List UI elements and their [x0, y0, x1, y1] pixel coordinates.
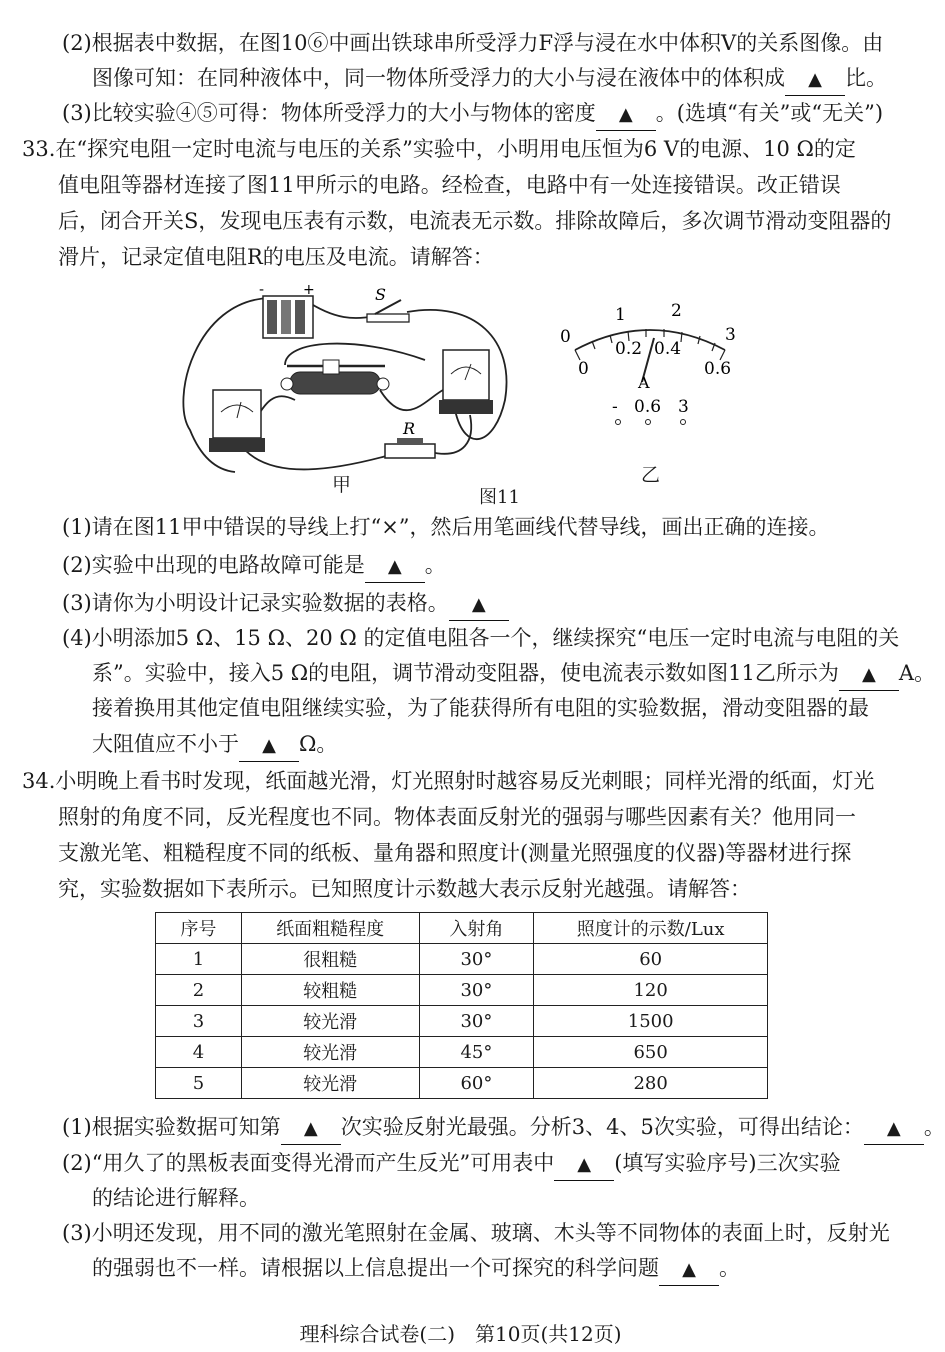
figure-caption: 图11: [479, 487, 520, 508]
rheostat-icon: [281, 360, 389, 394]
table-header: 纸面粗糙程度: [241, 913, 419, 944]
resistor-label: R: [403, 419, 416, 438]
q33-part2-tail: 。: [424, 553, 446, 577]
answer-blank[interactable]: ▲: [596, 100, 656, 131]
dial-top-label-3: 3: [725, 325, 736, 345]
q33-part2-line: [62, 550, 446, 583]
table-cell: 较粗糙: [241, 975, 419, 1006]
question-number: 34.: [22, 769, 56, 793]
terminal-label-3: 3: [678, 397, 689, 417]
table-cell: 30°: [419, 975, 534, 1006]
q34-stem-line3: 支激光笔、粗糙程度不同的纸板、量角器和照度计(测量光照强度的仪器)等器材进行探: [58, 841, 852, 865]
q33-part4-tail2: A。: [898, 661, 936, 685]
dial-unit: A: [638, 373, 650, 392]
q33-stem-line4: 滑片，记录定值电阻R的电压及电流。请解答：: [58, 245, 494, 269]
table-row: [156, 975, 768, 1006]
q34-stem-line4: 究，实验数据如下表所示。已知照度计示数越大表示反射光越强。请解答：: [58, 877, 751, 901]
q32-part2-line2: [92, 63, 887, 96]
table-cell: 120: [534, 975, 768, 1006]
page-footer: 理科综合试卷(二) 第10页(共12页): [299, 1322, 622, 1346]
terminal-3: [681, 420, 686, 425]
terminal-label-06: 0.6: [634, 397, 662, 417]
table-cell: 3: [156, 1006, 242, 1037]
q32-part3-tail: 。(选填“有关”或“无关”): [655, 101, 884, 125]
figure-label-yi: 乙: [641, 464, 661, 486]
switch-label: S: [375, 285, 386, 304]
table-cell: 650: [534, 1037, 768, 1068]
dial-top-label-1: 1: [615, 305, 626, 325]
answer-blank[interactable]: ▲: [659, 1255, 719, 1286]
ammeter-icon: [209, 390, 265, 452]
table-cell: 4: [156, 1037, 242, 1068]
q34-part3-tail: 。: [719, 1256, 740, 1280]
dial-bottom-label-0: 0: [578, 359, 589, 379]
table-row: [156, 944, 768, 975]
answer-blank[interactable]: ▲: [239, 731, 299, 762]
table-cell: 60°: [419, 1068, 534, 1099]
q34-part1-line: [62, 1112, 945, 1145]
table-cell: 较光滑: [241, 1006, 419, 1037]
q33-part2-text: (2)实验中出现的电路故障可能是: [62, 553, 365, 577]
experiment-table: [155, 912, 768, 1099]
terminal-label-neg: -: [612, 397, 618, 417]
q33-part4-text4: 大阻值应不小于: [92, 732, 239, 756]
ammeter-dial-yi: [550, 290, 750, 480]
answer-blank[interactable]: ▲: [554, 1150, 614, 1181]
q33-part4-tail4: Ω。: [299, 732, 338, 756]
q32-part2-tail: 比。: [845, 66, 887, 90]
q34-part1-text: (1)根据实验数据可知第: [62, 1115, 281, 1139]
table-row: [156, 1068, 768, 1099]
q34-part3-text: 的强弱也不一样。请根据以上信息提出一个可探究的科学问题: [92, 1256, 659, 1280]
q33-stem-line1: [22, 134, 856, 164]
figure-label-jia: 甲: [332, 474, 352, 496]
q33-stem-text1: 在“探究电阻一定时电流与电压的关系”实验中，小明用电压恒为6 V的电源、10 Ω的定: [55, 137, 856, 161]
q34-part2-text: (2)“用久了的黑板表面变得光滑而产生反光”可用表中: [62, 1151, 555, 1175]
dial-bottom-label-1: 0.2: [615, 339, 643, 359]
table-cell: 1500: [534, 1006, 768, 1037]
answer-blank[interactable]: ▲: [449, 590, 509, 621]
q34-part2-mid: (填写实验序号)三次实验: [614, 1151, 841, 1175]
table-cell: 45°: [419, 1037, 534, 1068]
table-row: [156, 1037, 768, 1068]
dial-top-label-0: 0: [560, 327, 571, 347]
terminal-06: [646, 420, 651, 425]
q33-part3-line: [62, 588, 509, 621]
table-header-row: [156, 913, 768, 944]
q34-part1-tail: 。: [923, 1115, 945, 1139]
q34-stem-line1: [22, 766, 874, 796]
q33-stem-line3: 后，闭合开关S，发现电压表有示数，电流表无示数。排除故障后，多次调节滑动变阻器的: [58, 209, 892, 233]
table-cell: 1: [156, 944, 242, 975]
q33-stem-line2: 值电阻等器材连接了图11甲所示的电路。经检查，电路中有一处连接错误。改正错误: [58, 173, 841, 197]
q32-part3-text: (3)比较实验④⑤可得：物体所受浮力的大小与物体的密度: [62, 101, 596, 125]
dial-bottom-label-3: 0.6: [704, 359, 732, 379]
q32-part3-line: [62, 98, 883, 131]
q33-part4-line4: [92, 729, 337, 762]
terminal-neg: [616, 420, 621, 425]
table-cell: 2: [156, 975, 242, 1006]
answer-blank[interactable]: ▲: [785, 65, 845, 96]
switch-icon: [367, 300, 409, 322]
q33-part4-line1: (4)小明添加5 Ω、15 Ω、20 Ω 的定值电阻各一个，继续探究“电压一定时电流与电阻的关: [62, 626, 900, 650]
table-header: 照度计的示数/Lux: [534, 913, 768, 944]
q34-part3-line1: (3)小明还发现，用不同的激光笔照射在金属、玻璃、木头等不同物体的表面上时，反射光: [62, 1221, 890, 1245]
table-cell: 60: [534, 944, 768, 975]
q34-part3-line2: [92, 1253, 740, 1286]
q34-part2-line1: [62, 1148, 841, 1181]
dial-arc: [575, 330, 725, 350]
q33-part1: (1)请在图11甲中错误的导线上打“×”，然后用笔画线代替导线，画出正确的连接。: [62, 515, 830, 539]
q33-part4-line2: [92, 658, 935, 691]
table-cell: 280: [534, 1068, 768, 1099]
table-cell: 5: [156, 1068, 242, 1099]
table-header: 入射角: [419, 913, 534, 944]
voltmeter-icon: [439, 350, 493, 414]
battery-plus-label: +: [303, 282, 315, 298]
answer-blank[interactable]: ▲: [365, 552, 425, 583]
table-cell: 较光滑: [241, 1068, 419, 1099]
battery-minus-label: -: [259, 282, 265, 298]
dial-top-label-2: 2: [671, 301, 682, 321]
answer-blank[interactable]: ▲: [281, 1114, 341, 1145]
q32-part2-line1: (2)根据表中数据，在图10⑥中画出铁球串所受浮力F浮与浸在水中体积V的关系图像。由: [62, 31, 884, 55]
q33-part4-text2: 系”。实验中，接入5 Ω的电阻，调节滑动变阻器，使电流表示数如图11乙所示为: [92, 661, 839, 685]
circuit-diagram-jia: [175, 280, 525, 485]
q32-part2-text: 图像可知：在同种液体中，同一物体所受浮力的大小与浸在液体中的体积成: [92, 66, 785, 90]
q33-part3-text: (3)请你为小明设计记录实验数据的表格。: [62, 591, 449, 615]
dial-bottom-label-2: 0.4: [654, 339, 682, 359]
answer-blank[interactable]: ▲: [864, 1114, 924, 1145]
table-cell: 30°: [419, 944, 534, 975]
q34-stem-line2: 照射的角度不同，反光程度也不同。物体表面反射光的强弱与哪些因素有关？他用同一: [58, 805, 856, 829]
table-cell: 很粗糙: [241, 944, 419, 975]
question-number: 33.: [22, 137, 56, 161]
table-cell: 较光滑: [241, 1037, 419, 1068]
table-header: 序号: [156, 913, 242, 944]
battery-icon: [263, 296, 313, 338]
q34-part2-line2: 的结论进行解释。: [92, 1186, 260, 1210]
table-row: [156, 1006, 768, 1037]
resistor-icon: [385, 438, 435, 458]
answer-blank[interactable]: ▲: [839, 660, 899, 691]
table-cell: 30°: [419, 1006, 534, 1037]
q33-part4-line3: 接着换用其他定值电阻继续实验，为了能获得所有电阻的实验数据，滑动变阻器的最: [92, 696, 869, 720]
q34-stem-text1: 小明晚上看书时发现，纸面越光滑，灯光照射时越容易反光刺眼；同样光滑的纸面，灯光: [55, 769, 875, 793]
q34-part1-mid: 次实验反射光最强。分析3、4、5次实验，可得出结论：: [340, 1115, 864, 1139]
